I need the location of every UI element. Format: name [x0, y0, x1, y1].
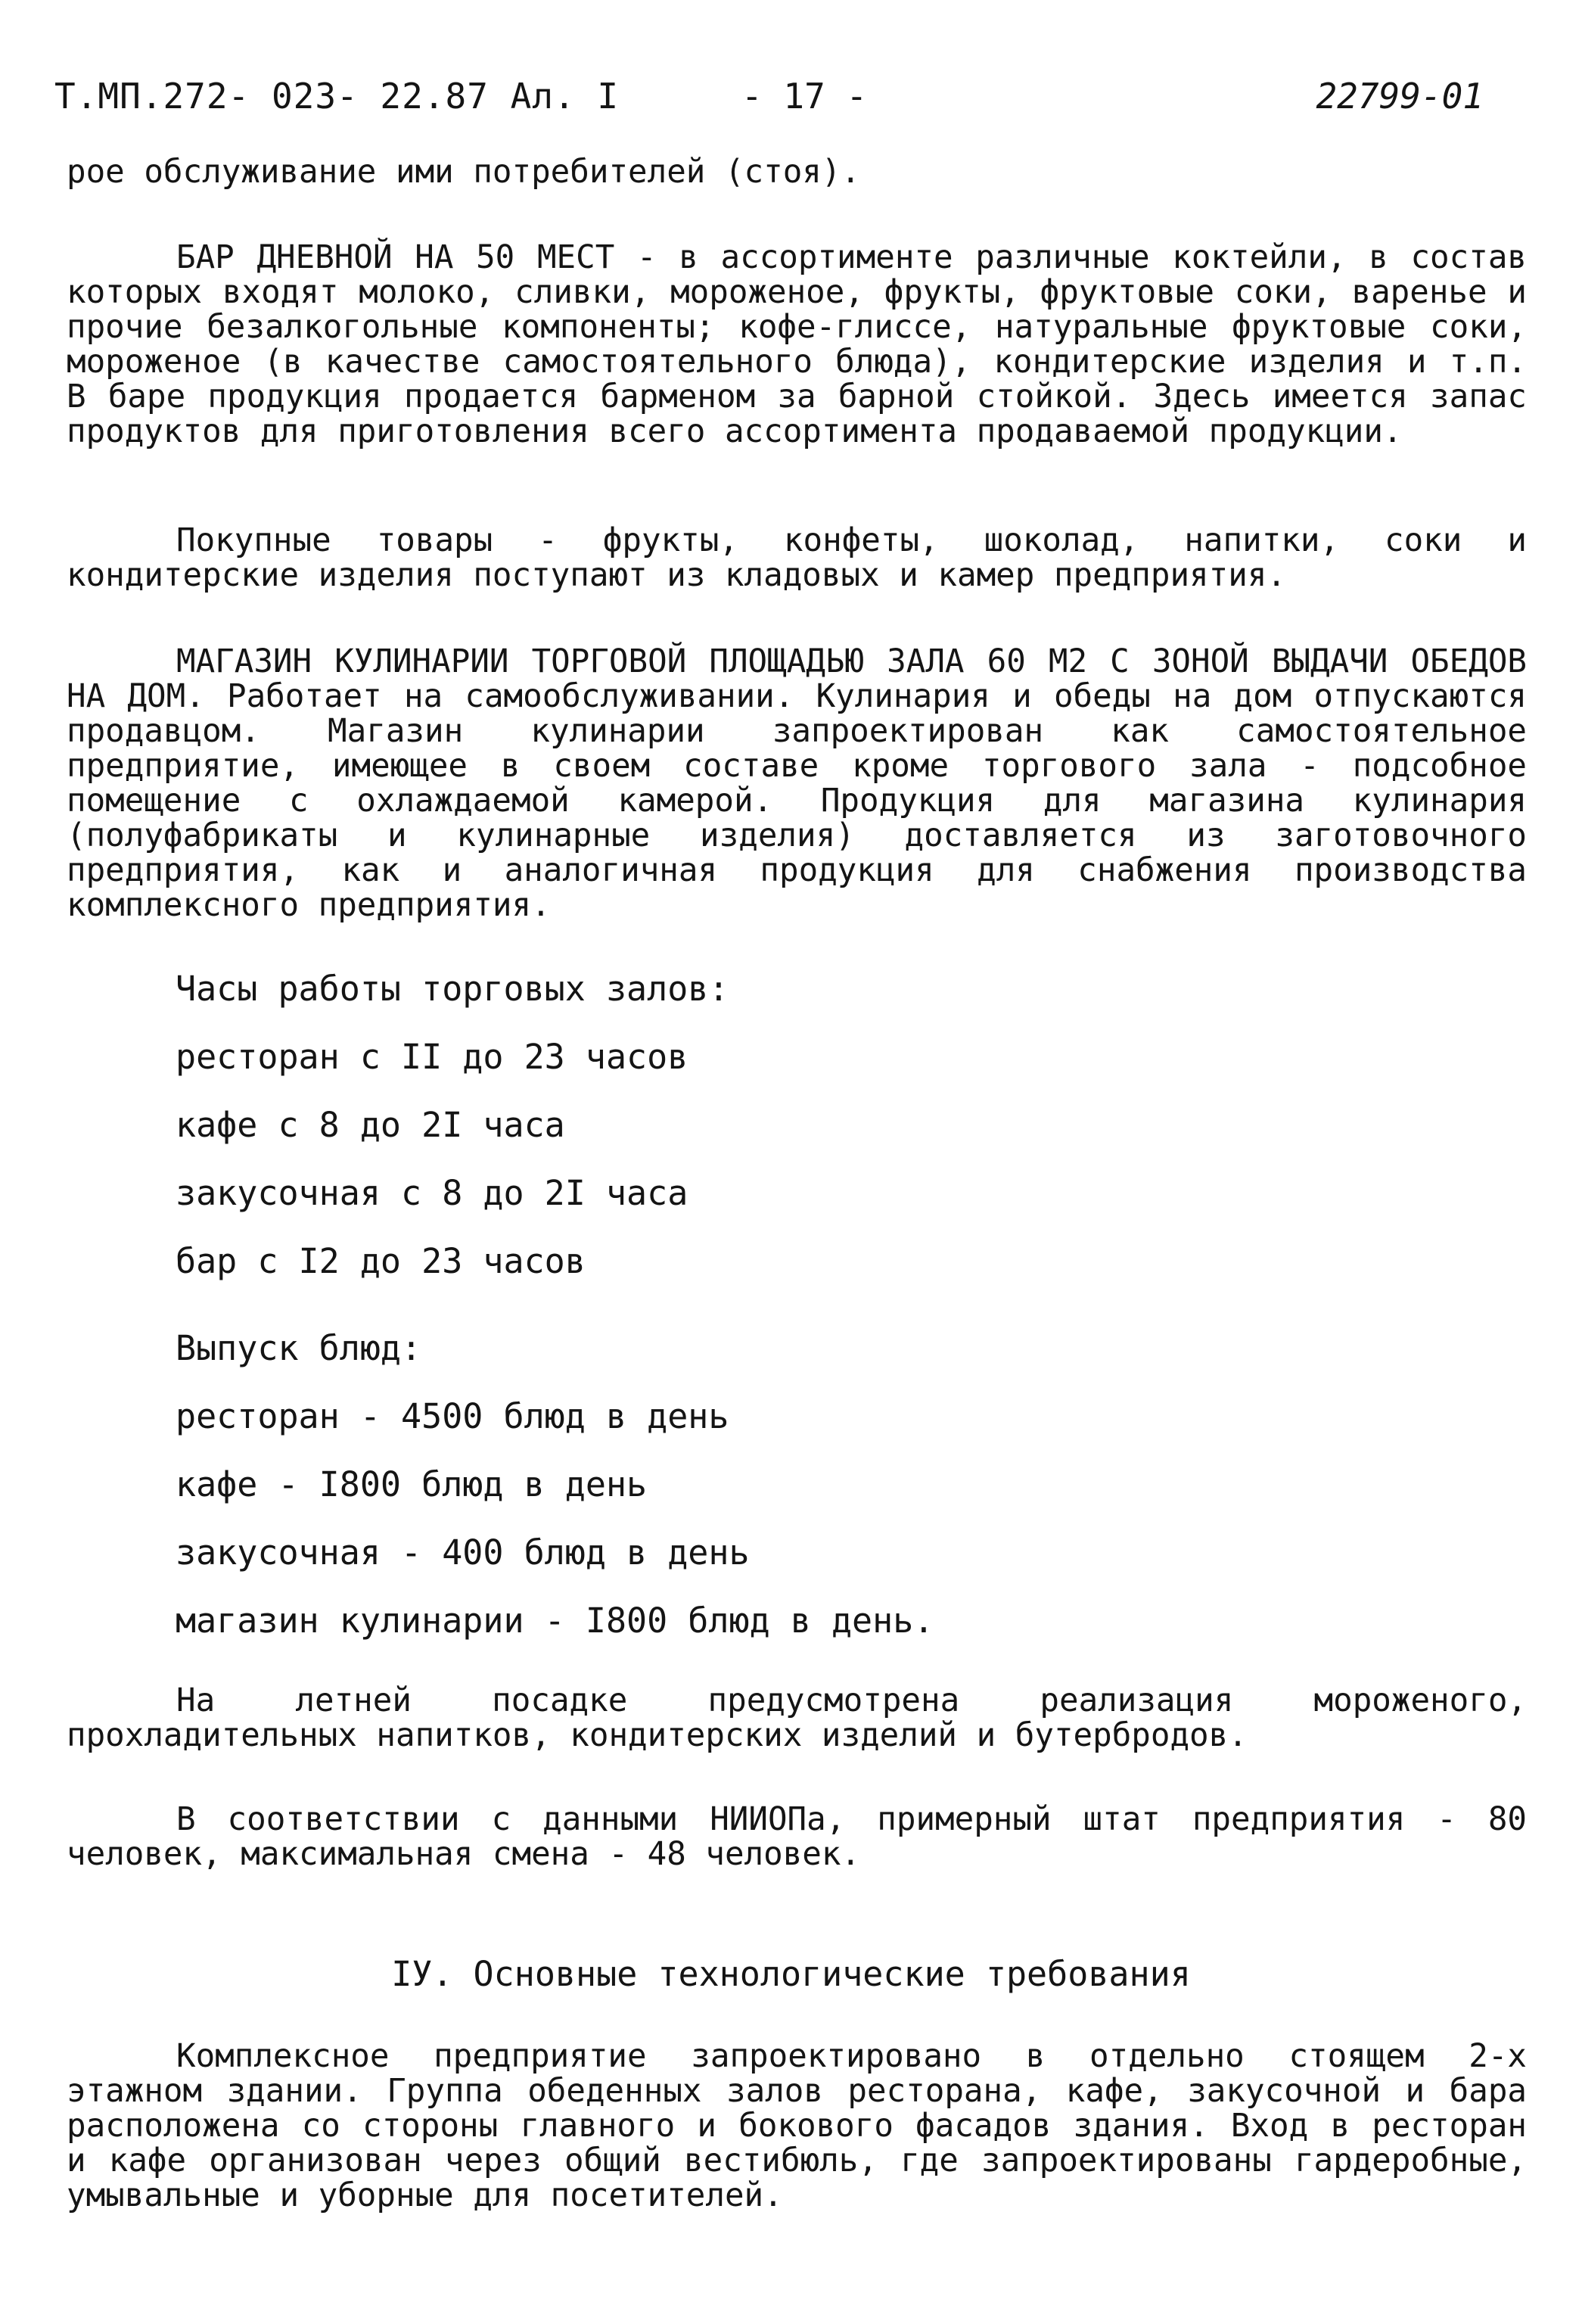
page-number: - 17 - — [741, 76, 868, 117]
inventory-number: 22799-01 — [1316, 76, 1484, 117]
output-item: кафе - I800 блюд в день — [176, 1464, 648, 1504]
section-heading: IУ. Основные технологические требования — [391, 1954, 1191, 1994]
paragraph-continuation: рое обслуживание ими потребителей (стоя). — [67, 154, 861, 191]
paragraph-summer-seating: На летней посадке предусмотрена реализация мороженого, прохладительных напитков, кондитерских изделий и бутербродов. — [67, 1682, 1527, 1754]
output-title: Выпуск блюд: — [176, 1328, 422, 1368]
paragraph-building: Комплексное предприятие запроектировано в отдельно стоящем 2-х этажном здании. Группа обеденных залов ресторана, кафе, закусочной и бара расположена со стороны главного и бокового фасадов здания. Вход в ресторан и кафе организован через общий вестибюль, где запроектированы гардеробные, умывальные и уборные для посетителей. — [67, 2038, 1527, 2214]
document-code: Т.МП.272- 023- 22.87 Ал. I — [54, 76, 620, 117]
page-header — [0, 76, 1582, 129]
paragraph-purchased-goods: Покупные товары - фрукты, конфеты, шоколад, напитки, соки и кондитерские изделия поступают из кладовых и камер предприятия. — [67, 522, 1527, 594]
hours-item: закусочная с 8 до 2I часа — [176, 1173, 688, 1213]
paragraph-staff: В соответствии с данными НИИОПа, примерный штат предприятия - 80 человек, максимальная смена - 48 человек. — [67, 1801, 1527, 1873]
hours-item: ресторан с II до 23 часов — [176, 1037, 688, 1077]
output-item: закусочная - 400 блюд в день — [176, 1532, 750, 1573]
hours-item: кафе с 8 до 2I часа — [176, 1105, 565, 1145]
hours-title: Часы работы торговых залов: — [176, 969, 729, 1009]
hours-item: бар с I2 до 23 часов — [176, 1241, 586, 1281]
output-item: ресторан - 4500 блюд в день — [176, 1396, 729, 1436]
paragraph-bar: БАР ДНЕВНОЙ НА 50 МЕСТ - в ассортименте различные коктейли, в состав которых входят молоко, сливки, мороженое, фрукты, фруктовые соки, варенье и прочие безалкогольные компоненты; кофе-глиссе, натуральные фруктовые соки, мороженое (в качестве самостоятельного блюда), кондитерские изделия и т.п. В баре продукция продается барменом за барной стойкой. Здесь имеется запас продуктов для приготовления всего ассортимента продаваемой продукции. — [67, 239, 1527, 450]
paragraph-culinary-shop: МАГАЗИН КУЛИНАРИИ ТОРГОВОЙ ПЛОЩАДЬЮ ЗАЛА 60 М2 С ЗОНОЙ ВЫДАЧИ ОБЕДОВ НА ДОМ. Работает на самообслуживании. Кулинария и обеды на дом отпускаются продавцом. Магазин кулинарии запроектирован как самостоятельное предприятие, имеющее в своем составе кроме торгового зала - подсобное помещение с охлаждаемой камерой. Продукция для магазина кулинария (полуфабрикаты и кулинарные изделия) доставляется из заготовочного предприятия, как и аналогичная продукция для снабжения производства комплексного предприятия. — [67, 643, 1527, 924]
output-item: магазин кулинарии - I800 блюд в день. — [176, 1601, 934, 1641]
